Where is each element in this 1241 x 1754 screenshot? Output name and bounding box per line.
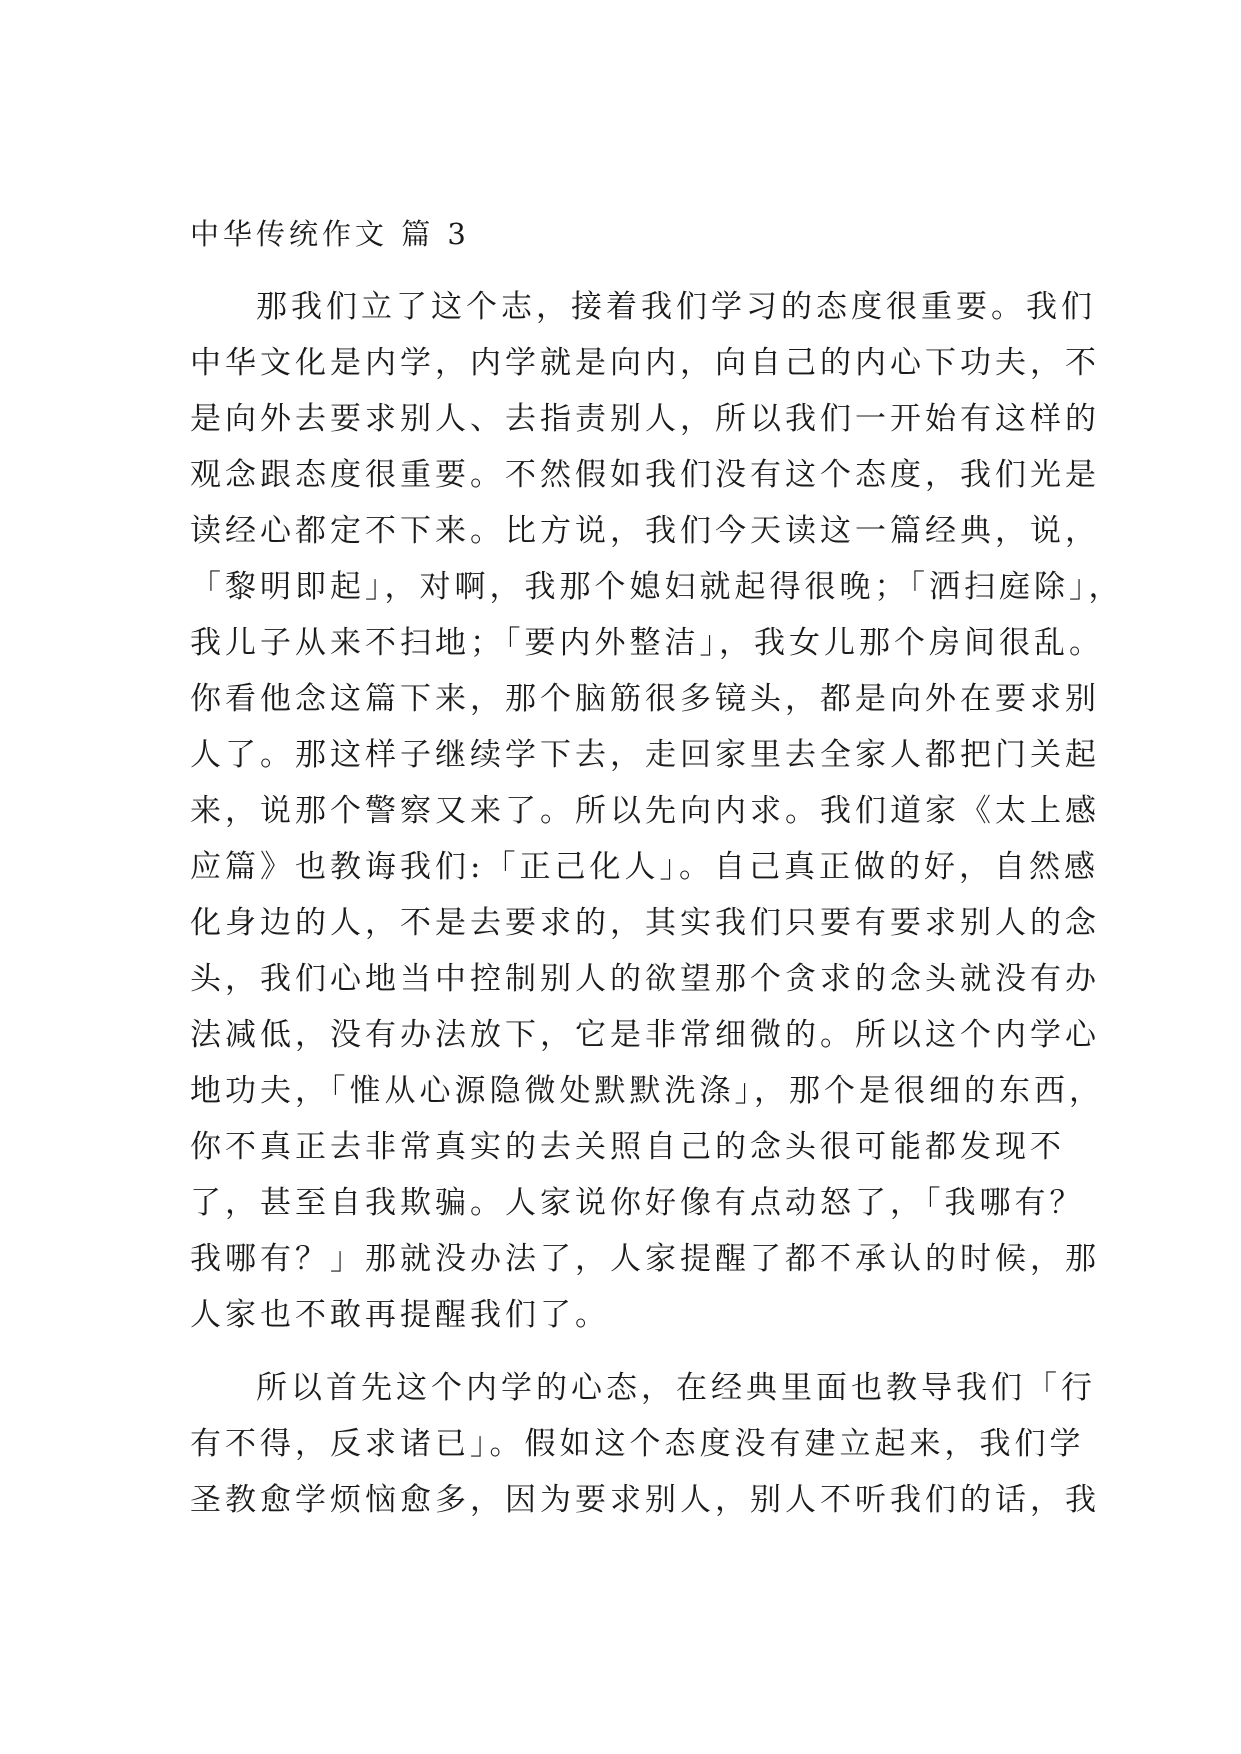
text-line: 我儿子从来不扫地；「要内外整洁」，我女儿那个房间很乱。 <box>190 625 1104 661</box>
document-title: 中华传统作文 篇 3 <box>190 217 470 251</box>
text-line: 观念跟态度很重要。不然假如我们没有这个态度，我们光是 <box>190 457 1100 493</box>
text-line: 人家也不敢再提醒我们了。 <box>190 1297 610 1333</box>
paragraph-1 <box>190 279 1124 1343</box>
document-page <box>190 215 1124 1528</box>
text-line: 应篇》也教诲我们:「正己化人」。自己真正做的好，自然感 <box>190 849 1099 885</box>
text-line: 圣教愈学烦恼愈多，因为要求别人，别人不听我们的话，我 <box>190 1482 1100 1518</box>
text-line: 中华文化是内学，内学就是向内，向自己的内心下功夫，不 <box>190 345 1100 381</box>
text-line: 法减低，没有办法放下，它是非常细微的。所以这个内学心 <box>190 1017 1100 1053</box>
text-line: 那我们立了这个志，接着我们学习的态度很重要。我们 <box>256 289 1096 325</box>
text-line: 来，说那个警察又来了。所以先向内求。我们道家《太上感 <box>190 793 1100 829</box>
text-line: 我哪有？」那就没办法了，人家提醒了都不承认的时候，那 <box>190 1241 1100 1277</box>
text-line: 所以首先这个内学的心态，在经典里面也教导我们「行 <box>256 1370 1096 1406</box>
text-line: 头，我们心地当中控制别人的欲望那个贪求的念头就没有办 <box>190 961 1100 997</box>
text-line: 是向外去要求别人、去指责别人，所以我们一开始有这样的 <box>190 401 1100 437</box>
text-line: 你看他念这篇下来，那个脑筋很多镜头，都是向外在要求别 <box>190 681 1100 717</box>
text-line: 你不真正去非常真实的去关照自己的念头很可能都发现不 <box>190 1129 1065 1165</box>
text-line: 化身边的人，不是去要求的，其实我们只要有要求别人的念 <box>190 905 1100 941</box>
text-line: 人了。那这样子继续学下去，走回家里去全家人都把门关起 <box>190 737 1100 773</box>
paragraph-2 <box>190 1360 1100 1528</box>
text-line: 有不得，反求诸已」。假如这个态度没有建立起来，我们学 <box>190 1426 1085 1462</box>
text-line: 「黎明即起」，对啊，我那个媳妇就起得很晚；「洒扫庭除」， <box>190 569 1124 605</box>
text-line: 读经心都定不下来。比方说，我们今天读这一篇经典，说， <box>190 513 1100 549</box>
text-line: 了，甚至自我欺骗。人家说你好像有点动怒了，「我哪有？ <box>190 1185 1085 1221</box>
text-line: 地功夫，「惟从心源隐微处默默洗涤」，那个是很细的东西， <box>190 1073 1104 1109</box>
